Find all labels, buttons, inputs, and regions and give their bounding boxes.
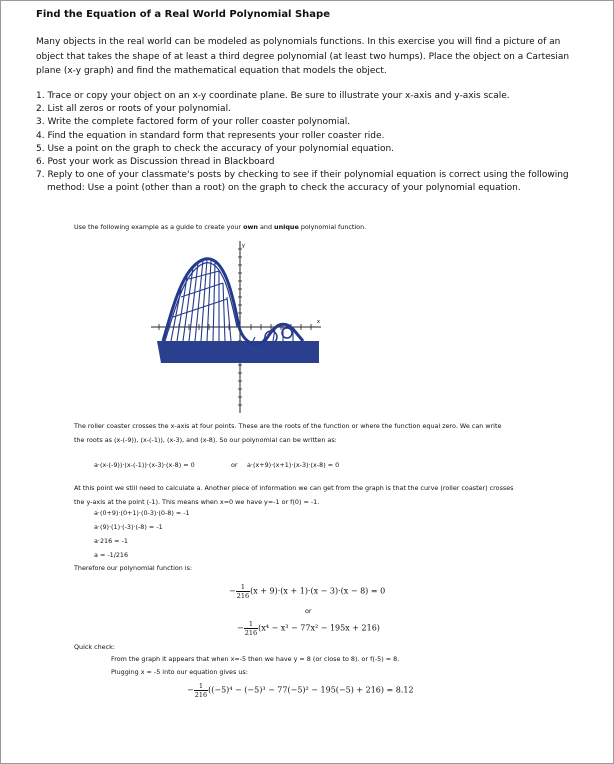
calc-line-2: the y-axis at the point (-1). This means when x=0 we have y=-1 or f(0) = -1. (74, 498, 320, 506)
check-equation: − $\frac{1}{216}$ ((−5)⁴ − (−5)³ − 77(−5)² − 195(−5) + 216) = 8.12 (187, 682, 414, 699)
coaster-base (157, 341, 319, 363)
step-3: 3. Write the complete factored form of your roller coaster polynomial. (36, 117, 351, 128)
equation-or: or (305, 607, 312, 615)
calc-step-1: a·(0+9)·(0+1)·(0-3)·(0-8) = -1 (94, 509, 190, 517)
step-2: 2. List all zeros or roots of your polynomial. (36, 104, 231, 115)
document-title: Find the Equation of a Real World Polynomial Shape (36, 9, 330, 20)
x-axis-label: x (317, 319, 320, 325)
calc-step-2: a·(9)·(1)·(-3)·(-8) = -1 (94, 523, 163, 531)
equation-standard: − $\frac{1}{216}$ (x⁴ − x³ − 77x² − 195x + 216) (237, 620, 380, 637)
calc-step-4: a = -1/216 (94, 551, 129, 559)
calc-step-3: a·216 = -1 (94, 537, 128, 545)
quick-check-label: Quick check: (74, 643, 115, 651)
factored-or: or (231, 461, 238, 469)
intro-paragraph: Many objects in the real world can be modeled as polynomials functions. In this exercise you will find a picture of an object that takes the shape of at least a third degree polynomial (at least two humps). Place the object on a Cartesian plane (x-y graph) and find the mathematical equation that models the object. (36, 37, 570, 76)
check-line-1: From the graph it appears that when x=-5 then we have y = 8 (or close to 8). or f(-5) = 8. (111, 655, 400, 663)
calc-line-1: At this point we still need to calculate a. Another piece of information we can get from the graph is that the curve (roller coaster) crosses (74, 484, 514, 492)
therefore-line: Therefore our polynomial function is: (74, 564, 193, 572)
step-7-continued: method: Use a point (other than a root) on the graph to check the accuracy of your polynomial equation. (47, 183, 521, 194)
guide-line: Use the following example as a guide to create your own and unique polynomial function. (74, 223, 367, 231)
step-5: 5. Use a point on the graph to check the accuracy of your polynomial equation. (36, 143, 395, 154)
steps-list (36, 90, 596, 196)
roots-line-1: The roller coaster crosses the x-axis at four points. These are the roots of the function or where the function equal zero. We can write (74, 422, 502, 430)
step-4: 4. Find the equation in standard form that represents your roller coaster ride. (36, 130, 385, 141)
factored-form-a: a·(x-(-9))·(x-(-1))·(x-3)·(x-8) = 0 (94, 461, 195, 469)
roots-line-2: the roots as (x-(-9)), (x-(-1)), (x-3), and (x-8). So our polynomial can be written as: (74, 436, 337, 444)
step-6: 6. Post your work as Discussion thread in Blackboard (36, 157, 275, 168)
roller-coaster-graph (143, 237, 323, 417)
check-line-2: Plugging x = -5 into our equation gives us: (111, 668, 248, 676)
equation-factored: − $\frac{1}{216}$ (x + 9)·(x + 1)·(x − 3)·(x − 8) = 0 (229, 583, 386, 600)
factored-form-b: a·(x+9)·(x+1)·(x-3)·(x-8) = 0 (247, 461, 340, 469)
step-1: 1. Trace or copy your object on an x-y coordinate plane. Be sure to illustrate your x-axis and y-axis scale. (36, 91, 510, 101)
y-axis-label: y (242, 243, 245, 249)
step-7: 7. Reply to one of your classmate's posts by checking to see if their polynomial equation is correct using the following (36, 170, 569, 181)
